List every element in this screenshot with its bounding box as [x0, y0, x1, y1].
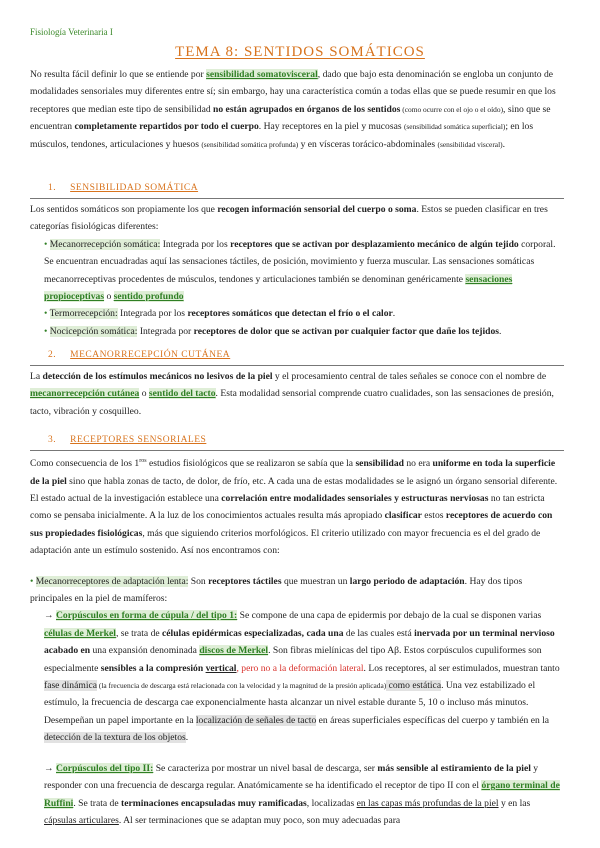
bold-text: uniforme en toda la superficie de la piel	[30, 458, 556, 487]
list-item	[30, 573, 564, 608]
bold-text: vertical	[205, 662, 237, 674]
section-number: 1.	[48, 183, 57, 193]
text: sino que habla zonas de tacto, de dolor, de frío, etc. A cada una de estas modalidades se le asignó un órgano sensorial diferente. El estado actual de la investigación establece una	[30, 475, 558, 504]
section-1-body	[30, 201, 564, 340]
text: , se trata de	[115, 627, 163, 639]
keyword-corpusculos-tipo-1: Corpúsculos en forma de cúpula / del tipo 1:	[56, 610, 238, 622]
red-text: , pero no a la deformación lateral	[236, 662, 364, 674]
keyword-corpusculos-tipo-2: Corpúsculos del tipo II:	[56, 762, 154, 774]
type-1-paragraph	[44, 607, 564, 746]
text: . Se trata de	[73, 797, 122, 809]
keyword-sentido-profundo: sentido profundo	[113, 291, 184, 303]
text: . Hay receptores en la piel y mucosas	[258, 121, 404, 133]
section-heading-2	[30, 347, 564, 366]
section-2-paragraph	[30, 368, 564, 420]
text: .	[185, 732, 189, 744]
keyword-mecanorrecepcion-cutanea: mecanorrecepción cutánea	[30, 388, 140, 400]
text: Los sentidos somáticos son propiamente los que	[30, 204, 218, 215]
bold-text: receptores somáticos que detectan el frío o el calor	[187, 308, 393, 320]
keyword-sentido-del-tacto: sentido del tacto	[148, 388, 216, 400]
text: . Son fibras mielínicas del tipo Aβ. Estos corpúsculos cupuliformes son especialmente	[44, 645, 542, 674]
bold-text: sensibilidad	[355, 458, 404, 470]
bold-text: recogen información sensorial del cuerpo o soma	[217, 204, 417, 215]
text: , más que siguiendo criterios morfológicos. El criterio utilizado con mayor frecuencia es el del grado de adaptación ante un estímulo sostenido. Así nos encontramos con:	[30, 527, 541, 557]
text: , dado que bajo esta denominación se engloba un conjunto de modalidades sensoriales muy diferentes entre sí; sin embargo, hay una característica común a todas ellas que se puede resumir en que los receptores que median este tipo de sensibilidad	[30, 69, 556, 115]
intro-paragraph	[30, 66, 564, 153]
text: una expansión denominada	[90, 645, 200, 657]
text: No resulta fácil definir lo que se entiende por	[30, 69, 207, 80]
text: y en vísceras torácico-abdominales	[298, 138, 438, 150]
text: . Estos se pueden clasificar en tres categorías fisiológicas diferentes:	[30, 204, 548, 233]
underlined-text: cápsulas articulares	[44, 814, 119, 826]
text: Integrada por	[137, 325, 194, 337]
section-number: 2.	[48, 350, 57, 360]
note-text: (como ocurre con el ojo o el oído)	[400, 104, 504, 114]
text: La	[30, 371, 43, 382]
section-number: 3.	[48, 435, 57, 445]
text: Integrada por los	[117, 308, 188, 320]
section-heading-1	[30, 180, 564, 199]
text: Integrada por los	[160, 238, 231, 250]
bullet-icon: •	[44, 325, 50, 337]
highlight-text: como estática	[386, 680, 442, 692]
keyword-sensaciones-propioceptivas: sensaciones propioceptivas	[44, 273, 513, 303]
text: Como consecuencia de los 1	[30, 458, 140, 470]
underlined-text: en las capas más profundas de la piel	[356, 797, 499, 809]
text: Son	[188, 575, 209, 587]
note-text: (sensibilidad visceral)	[437, 139, 503, 149]
bold-text: receptores que se activan por desplazamiento mecánico de algún tejido	[230, 238, 519, 250]
section-heading-3	[30, 432, 564, 451]
section-1-paragraph	[30, 201, 564, 236]
text: o	[104, 291, 114, 303]
bold-text: clasificar	[384, 510, 422, 522]
superscript: ros	[139, 458, 147, 464]
text: no tan estricta como se pensaba inicialmente. A la luz de los conocimientos actuales resulta más apropiado	[30, 493, 545, 522]
keyword-sensibilidad-somatovisceral: sensibilidad somatovisceral	[206, 69, 318, 80]
bold-text: inervada por un terminal nervioso acabado en	[44, 627, 555, 657]
text: . Al ser terminaciones que se adaptan muy poco, son muy adecuadas para	[118, 814, 401, 826]
page-title: TEMA 8: SENTIDOS SOMÁTICOS	[175, 44, 425, 60]
item-label: Nocicepción somática:	[49, 325, 138, 337]
text: que muestran un	[281, 575, 350, 587]
text: o	[139, 388, 149, 400]
text: y responder con una frecuencia de descarga regular. Anatómicamente se ha identificado el receptor de tipo II con el	[44, 762, 539, 792]
item-label: Mecanorreceptores de adaptación lenta:	[35, 575, 189, 587]
list-item	[44, 236, 564, 306]
keyword-celulas-de-merkel: células de Merkel	[44, 627, 116, 639]
text: , sino que se encuentran	[30, 103, 551, 133]
text: y en las	[498, 797, 531, 809]
text: de las cuales está	[343, 627, 415, 639]
bold-text: detección de los estímulos mecánicos no lesivos de la piel	[42, 371, 273, 382]
bold-text: largo periodo de adaptación	[349, 575, 465, 587]
text: no era	[403, 458, 433, 470]
list-item	[44, 323, 564, 340]
section-3-body	[30, 453, 564, 829]
note-text: (la frecuencia de descarga está relacionada con la velocidad y la magnitud de la presión aplicada)	[97, 681, 387, 691]
bold-text: receptores táctiles	[208, 575, 282, 587]
list-item	[44, 305, 564, 322]
bullet-icon: •	[30, 575, 36, 587]
bold-text: receptores de dolor que se activan por cualquier factor que dañe los tejidos	[193, 325, 500, 337]
keyword-organo-terminal-de-ruffini: órgano terminal de Ruffini	[44, 780, 560, 809]
bullet-icon: •	[44, 308, 50, 320]
text: .	[499, 325, 502, 337]
note-text: (sensibilidad somática superficial)	[403, 122, 506, 132]
bold-text: terminaciones encapsuladas muy ramificadas	[121, 797, 307, 809]
note-text: (sensibilidad somática profunda)	[201, 139, 299, 149]
bold-text: receptores de acuerdo con sus propiedades fisiológicas	[30, 510, 553, 539]
section-title: SENSIBILIDAD SOMÁTICA	[70, 183, 199, 193]
text: . Una vez estabilizado el estímulo, la frecuencia de descarga cae exponencialmente hasta alcanzar un nivel estable durante 5, 10 o incluso más minutos. Desempeñan un papel importante en la	[44, 680, 536, 726]
bold-text: más sensible al estiramiento de la piel	[377, 762, 531, 774]
section-title: RECEPTORES SENSORIALES	[70, 435, 207, 445]
text: . Los receptores, al ser estimulados, muestran tanto	[363, 662, 560, 674]
text: . Esta modalidad sensorial comprende cuatro cualidades, son las sensaciones de presión, tacto, vibración y cosquilleo.	[30, 388, 554, 417]
text: . Hay dos tipos principales en la piel de mamíferos:	[30, 575, 523, 605]
text: estos	[421, 510, 446, 522]
text: en áreas superficiales específicas del cuerpo y también en la	[316, 714, 550, 726]
arrow-icon: →	[44, 762, 56, 774]
text: , localizadas	[306, 797, 357, 809]
section-title: MECANORRECEPCIÓN CUTÁNEA	[70, 350, 231, 360]
bold-text: completamente repartidos por todo el cuerpo	[74, 121, 259, 133]
text: .	[392, 308, 396, 320]
text: ; en los músculos, tendones, articulaciones y huesos	[30, 121, 534, 150]
text: Se compone de una capa de epidermis por debajo de la cual se disponen varias	[237, 610, 542, 622]
arrow-icon: →	[44, 610, 56, 622]
bold-text: células epidérmicas especializadas, cada una	[162, 627, 344, 639]
text: Se caracteriza por mostrar un nivel basal de descarga, ser	[153, 762, 378, 774]
text: estudios fisiológicos que se realizaron se sabía que la	[146, 458, 356, 470]
bullet-icon: •	[44, 238, 50, 250]
item-label: Mecanorrecepción somática:	[49, 238, 161, 250]
section-3-paragraph	[30, 453, 564, 560]
item-label: Termorrecepción:	[49, 308, 118, 320]
bold-text: sensibles a la compresión	[100, 662, 206, 674]
highlight-text: detección de la textura de los objetos	[44, 732, 186, 744]
text: .	[502, 138, 505, 150]
text: corporal. Se encuentran encuadradas aquí las sensaciones táctiles, de posición, movimiento y fuerza muscular. Las sensaciones somáticas mecanorreceptivas procedentes de músculos, tendones y articulaciones también se denominan genéricamente	[44, 238, 556, 285]
bold-text: no están agrupados en órganos de los sentidos	[213, 103, 401, 115]
type-2-paragraph	[44, 760, 564, 830]
bold-text: correlación entre modalidades sensoriales y estructuras nerviosas	[221, 493, 489, 504]
keyword-discos-de-merkel: discos de Merkel	[199, 645, 269, 657]
highlight-text: localización de señales de tacto	[195, 714, 317, 726]
highlight-text: fase dinámica	[44, 680, 98, 692]
course-header: Fisiología Veterinaria I	[30, 27, 113, 37]
text: y el procesamiento central de tales señales se conoce con el nombre de	[272, 371, 547, 382]
